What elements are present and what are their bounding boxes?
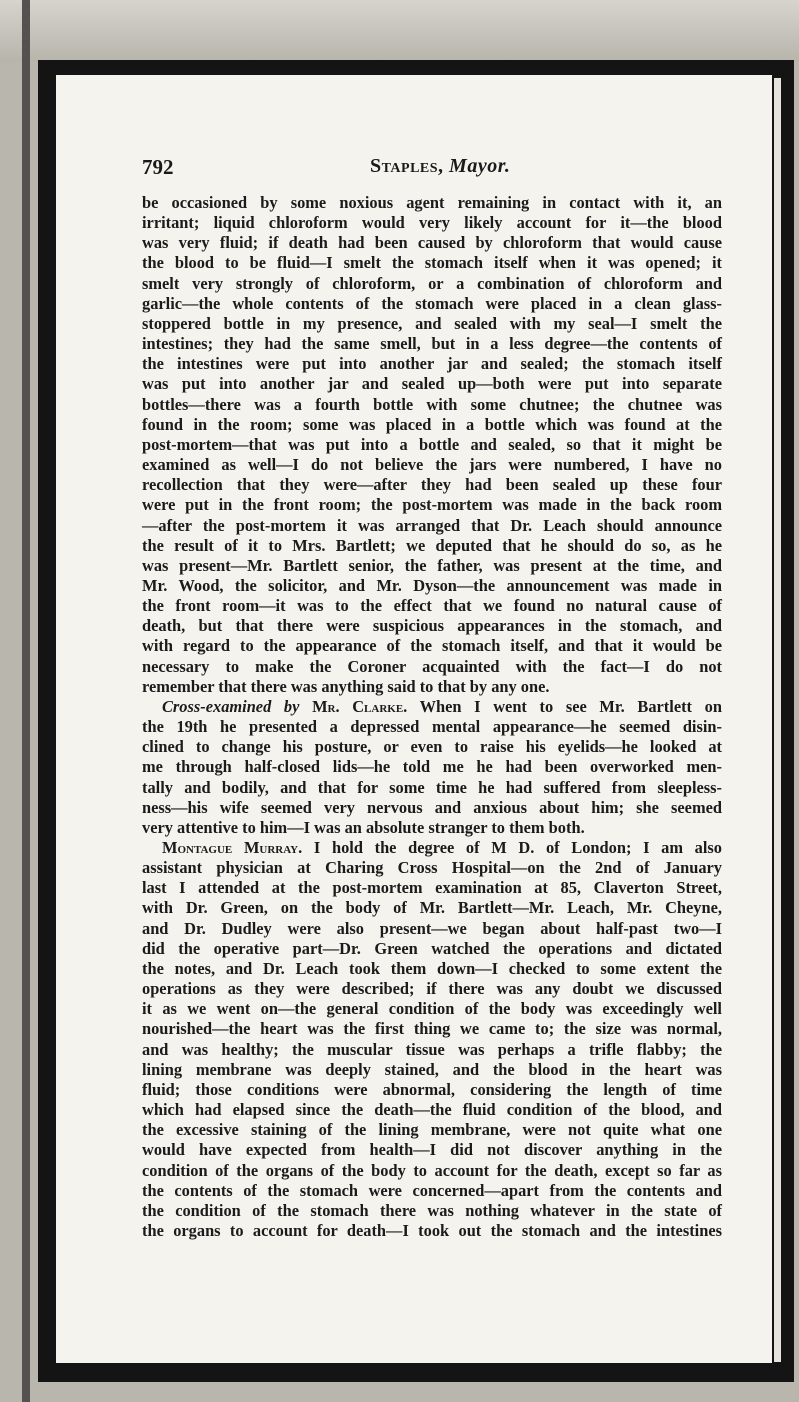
text-line: were put in the front room; the post-mortem was made in the back room xyxy=(142,495,722,515)
paragraph-lead-line xyxy=(142,838,722,858)
text-line: was very fluid; if death had been caused by chloroform that would cause xyxy=(142,233,722,253)
running-head xyxy=(370,155,510,178)
paragraph-cross-examination xyxy=(142,697,722,838)
text-line: and was healthy; the muscular tissue was perhaps a trifle flabby; the xyxy=(142,1039,722,1059)
text-line: necessary to make the Coroner acquainted with the fact—I do not xyxy=(142,656,722,676)
text-line: intestines; they had the same smell, but in a less degree—the contents of xyxy=(142,334,722,354)
book-page xyxy=(56,75,772,1363)
speaker-name: Mr. Clarke. xyxy=(312,696,408,716)
text-line: which had elapsed since the death—the fluid condition of the blood, and xyxy=(142,1100,722,1120)
text-line: stoppered bottle in my presence, and sealed with my seal—I smelt the xyxy=(142,313,722,333)
text-line: garlic—the whole contents of the stomach were placed in a clean glass- xyxy=(142,293,722,313)
text-line: the intestines were put into another jar and sealed; the stomach itself xyxy=(142,354,722,374)
text-line: did the operative part—Dr. Green watched the operations and dictated xyxy=(142,938,722,958)
running-head-name: Staples, xyxy=(370,155,444,177)
text-line: lining membrane was deeply stained, and the blood in the heart was xyxy=(142,1059,722,1079)
page-header xyxy=(142,155,722,185)
running-head-title: Mayor. xyxy=(449,155,511,177)
paragraph-testimony-continued xyxy=(142,193,722,697)
text-line: bottles—there was a fourth bottle with some chutnee; the chutnee was xyxy=(142,394,722,414)
paragraph-lead-line xyxy=(142,697,722,717)
lead-line-text: I hold the degree of M D. of London; I am also xyxy=(302,838,722,857)
text-line: with regard to the appearance of the stomach itself, and that it would be xyxy=(142,636,722,656)
text-line: me through half-closed lids—he told me he had been overworked men- xyxy=(142,757,722,777)
text-line: the 19th he presented a depressed mental appearance—he seemed disin- xyxy=(142,717,722,737)
text-line: tally and bodily, and that for some time he had suffered from sleepless- xyxy=(142,777,722,797)
text-line: recollection that they were—after they had been sealed up these four xyxy=(142,475,722,495)
text-line: the contents of the stomach were concerned—apart from the contents and xyxy=(142,1180,722,1200)
text-line: operations as they were described; if there was any doubt we discussed xyxy=(142,979,722,999)
text-line: Mr. Wood, the solicitor, and Mr. Dyson—the announcement was made in xyxy=(142,575,722,595)
body-text xyxy=(142,193,722,1241)
text-line: very attentive to him—I was an absolute stranger to them both. xyxy=(142,817,585,837)
text-line: nourished—the heart was the first thing we came to; the size was normal, xyxy=(142,1019,722,1039)
text-line: —after the post-mortem it was arranged that Dr. Leach should announce xyxy=(142,515,722,535)
text-line: and Dr. Dudley were also present—we began about half-past two—I xyxy=(142,918,722,938)
text-line: the result of it to Mrs. Bartlett; we deputed that he should do so, as he xyxy=(142,535,722,555)
text-line: fluid; those conditions were abnormal, considering the length of time xyxy=(142,1079,722,1099)
text-line: examined as well—I do not believe the jars were numbered, I have no xyxy=(142,455,722,475)
text-line: remember that there was anything said to that by any one. xyxy=(142,676,550,696)
page-edge xyxy=(774,78,781,1362)
text-line: the blood to be fluid—I smelt the stomach itself when it was opened; it xyxy=(142,253,722,273)
text-line: irritant; liquid chloroform would very likely account for it—the blood xyxy=(142,213,722,233)
text-line: with Dr. Green, on the body of Mr. Bartlett—Mr. Leach, Mr. Cheyne, xyxy=(142,898,722,918)
cross-examined-label: Cross-examined by xyxy=(162,696,300,716)
text-line: last I attended at the post-mortem examination at 85, Claverton Street, xyxy=(142,878,722,898)
witness-name: Montague Murray. xyxy=(162,838,303,857)
text-line: the organs to account for death—I took out the stomach and the intestines xyxy=(142,1220,722,1240)
book-binding-edge xyxy=(22,0,30,1402)
page-number: 792 xyxy=(142,155,174,179)
text-line: would have expected from health—I did not discover anything in the xyxy=(142,1140,722,1160)
text-line: the front room—it was to the effect that we found no natural cause of xyxy=(142,596,722,616)
text-line: was put into another jar and sealed up—both were put into separate xyxy=(142,374,722,394)
text-line: assistant physician at Charing Cross Hospital—on the 2nd of January xyxy=(142,858,722,878)
lead-line-text: When I went to see Mr. Bartlett on xyxy=(407,696,722,716)
text-line: it as we went on—the general condition of the body was exceedingly well xyxy=(142,999,722,1019)
text-line: the excessive staining of the lining membrane, were not quite what one xyxy=(142,1120,722,1140)
text-line: clined to change his posture, or even to raise his eyelids—he looked at xyxy=(142,737,722,757)
text-line: the notes, and Dr. Leach took them down—I checked to some extent the xyxy=(142,958,722,978)
text-line: post-mortem—that was put into a bottle and sealed, so that it might be xyxy=(142,434,722,454)
text-line: condition of the organs of the body to account for the death, except so far as xyxy=(142,1160,722,1180)
text-line: was present—Mr. Bartlett senior, the father, was present at the time, and xyxy=(142,555,722,575)
text-line: the condition of the stomach there was nothing whatever in the state of xyxy=(142,1200,722,1220)
text-line: found in the room; some was placed in a bottle which was found at the xyxy=(142,414,722,434)
text-line: ness—his wife seemed very nervous and anxious about him; she seemed xyxy=(142,797,722,817)
text-line: smelt very strongly of chloroform, or a combination of chloroform and xyxy=(142,273,722,293)
text-line: death, but that there were suspicious appearances in the stomach, and xyxy=(142,616,722,636)
paragraph-witness-murray xyxy=(142,838,722,1241)
scan-background xyxy=(0,0,799,62)
text-line: be occasioned by some noxious agent remaining in contact with it, an xyxy=(142,193,722,212)
